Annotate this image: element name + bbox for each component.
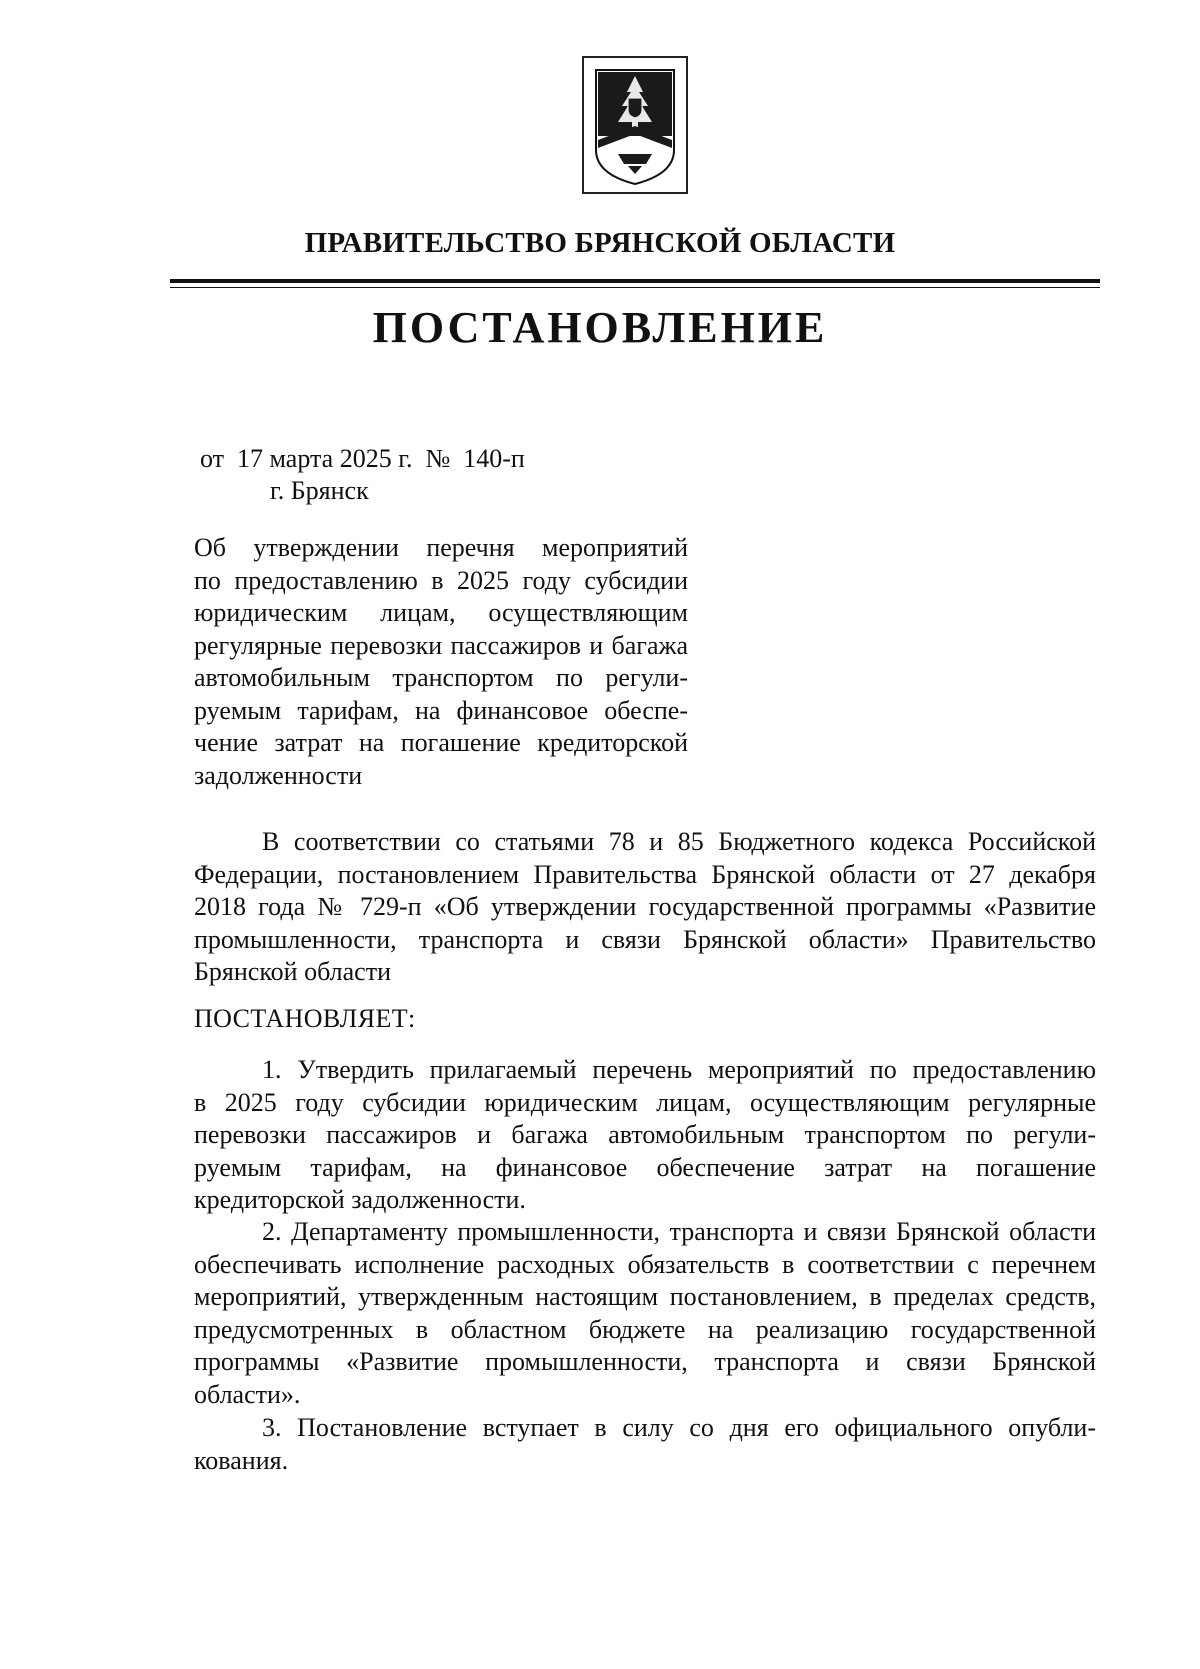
header-rule-thin	[170, 287, 1100, 288]
government-title: ПРАВИТЕЛЬСТВО БРЯНСКОЙ ОБЛАСТИ	[304, 227, 896, 259]
item-1-paragraph	[194, 1054, 1096, 1217]
item-line: мероприятий, утвержденным настоящим постановлением, в пределах средств,	[194, 1282, 1096, 1311]
subject-line: Об утверждении перечня мероприятий	[194, 533, 688, 562]
item-line: 1. Утвердить прилагаемый перечень мероприятий по предоставлению	[262, 1055, 1096, 1084]
subject-line: задолженности	[194, 760, 363, 790]
item-line: предусмотренных в областном бюджете на реализацию государственной	[194, 1314, 1096, 1344]
item-line: руемым тарифам, на финансовое обеспечение затрат на погашение	[194, 1152, 1096, 1182]
item-line: программы «Развитие промышленности, транспорта и связи Брянской	[194, 1347, 1096, 1376]
coat-of-arms	[582, 56, 688, 194]
subject-line: по предоставлению в 2025 году субсидии	[194, 565, 688, 595]
item-line: 3. Постановление вступает в силу со дня его официального опубли-	[262, 1413, 1096, 1442]
document-type-title: ПОСТАНОВЛЕНИЕ	[372, 303, 828, 352]
preamble-line: В соответствии со статьями 78 и 85 Бюджетного кодекса Российской	[262, 827, 1096, 856]
bryansk-coat-of-arms-icon	[588, 62, 682, 188]
item-line: кования.	[194, 1445, 289, 1475]
document-subject	[194, 532, 688, 792]
item-2-paragraph	[194, 1216, 1096, 1411]
subject-line: автомобильным транспортом по регули-	[194, 663, 688, 692]
preamble-line: Федерации, постановлением Правительства Брянской области от 27 декабря	[194, 859, 1096, 889]
item-line: обеспечивать исполнение расходных обязательств в соответствии с перечнем	[194, 1249, 1096, 1279]
subject-line: регулярные перевозки пассажиров и багажа	[194, 630, 688, 660]
subject-line: руемым тарифам, на финансовое обеспе-	[194, 695, 688, 725]
header-rule-thick	[170, 279, 1100, 283]
item-3-paragraph	[194, 1412, 1096, 1477]
preamble-line: 2018 года № 729-п «Об утверждении государственной программы «Развитие	[194, 892, 1096, 921]
city-line: г. Брянск	[270, 476, 369, 505]
item-line: перевозки пассажиров и багажа автомобильным транспортом по регули-	[194, 1120, 1096, 1149]
subject-line: юридическим лицам, осуществляющим	[194, 598, 688, 627]
resolves-heading: ПОСТАНОВЛЯЕТ:	[194, 1004, 416, 1033]
item-line: кредиторской задолженности.	[194, 1185, 526, 1214]
item-line: 2. Департаменту промышленности, транспорта и связи Брянской области	[262, 1217, 1096, 1246]
subject-line: чение затрат на погашение кредиторской	[194, 728, 688, 757]
preamble-paragraph	[194, 826, 1096, 989]
item-line: в 2025 году субсидии юридическим лицам, осуществляющим регулярные	[194, 1087, 1096, 1117]
item-line: области».	[194, 1379, 301, 1409]
date-number-line: от 17 марта 2025 г. № 140-п	[200, 444, 525, 473]
preamble-line: Брянской области	[194, 957, 391, 986]
preamble-line: промышленности, транспорта и связи Брянской области» Правительство	[194, 924, 1096, 954]
